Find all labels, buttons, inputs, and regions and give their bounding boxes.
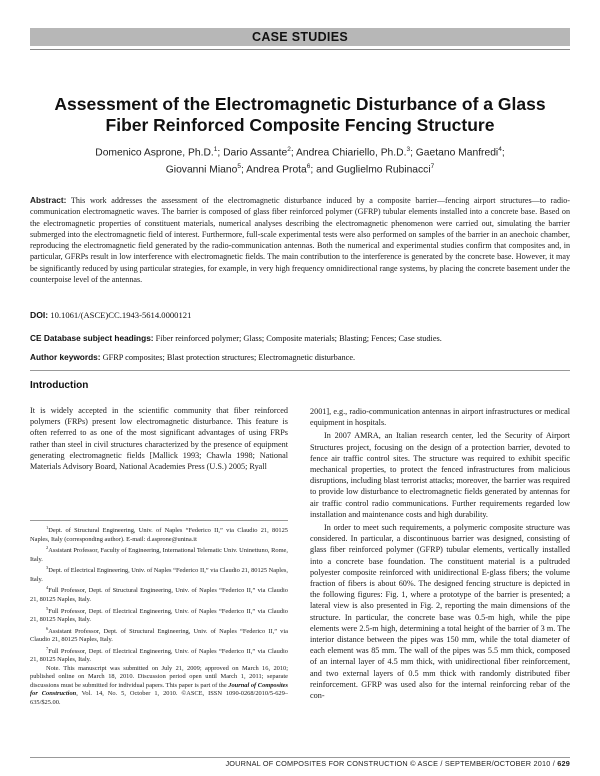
author-list — [30, 143, 570, 178]
footnote-7 — [30, 645, 288, 665]
footer-rule — [30, 757, 570, 758]
abstract-label: Abstract: — [30, 195, 67, 205]
right-paragraph-2: In order to meet such requirements, a polymeric composite structure was considered. In particular, a discontinuous barrier was designed, consisting of glass fiber reinforced polymer (GFRP) tubular elements, vertically installed into a concrete base foundation. The constituent material is a pultruded polyester composite reinforced with unidirectional E-glass fibers; the volume fraction of fibers is about 60%. The designed fencing structure is depicted in the following figures: Fig. 1, where a prototype of the barrier is presented; a lateral view is also presented in Fig. 2, reporting the main dimensions of the structure. In particular, the concrete base was 0.5-m high, while the pipe elements were 2.5-m high, determining a total height of the barrier of 3 m. The interior distance between the pipes was 150 mm, while the total diameter of each element was 85 mm. The wall of the pipes was 5.5 mm thick, composed of an internal layer of 4.5 mm thick, with unidirectional fiber reinforcement, and two external layers of 0.5 mm thick with randomly distributed fiber reinforcement. GFRP was used also for the internal reinforcing rebar of the con- — [310, 523, 570, 701]
right-paragraph-0: 2001], e.g., radio-communication antennas in airport infrastructures or medical equipment in hospitals. — [310, 407, 570, 428]
footnote-1-text: Dept. of Structural Engineering, Univ. of Naples “Federico II,” via Claudio 21, 80125 Naples, Italy (corresponding author). E-mail: d.asprone@unina.it — [30, 527, 288, 543]
keywords-value: GFRP composites; Blast protection structures; Electromagnetic disturbance. — [100, 353, 356, 362]
right-paragraph-1: In 2007 AMRA, an Italian research center, led the Security of Airport Structures project, focusing on the design of a protection barrier, devoted to fence air traffic control sites. The structure was required to exhibit specific mechanical properties, to protect the fenced infrastructures from malicious disruptions, including blast terrorist attacks; moreover, the barrier was required to provide low disturbance to electromagnetic fields generated by antennas for air traffic control radio communications. Further requirements regarded low installation and maintenance costs and high durability. — [310, 431, 570, 519]
footnote-7-sup: 7 — [46, 645, 49, 651]
author-6-sup: 6 — [306, 163, 311, 171]
right-column — [310, 406, 570, 703]
author-1-sup: 1 — [213, 146, 218, 153]
footnote-3-sup: 3 — [46, 565, 49, 571]
author-3-sup: 3 — [406, 146, 411, 153]
note-text-a: Note. This manuscript was submitted on July 21, 2009; approved on March 16, 2010; published online on March 18, 2010. Discussion period open until March 1, 2011; separate discussions must be submitted for individual papers. This paper is part of the — [30, 664, 288, 689]
author-5-sup: 5 — [237, 163, 241, 171]
section-header: CASE STUDIES — [30, 28, 570, 46]
author-4: ; Gaetano Manfredi — [410, 147, 499, 159]
footnote-6-text: Assistant Professor, Dept. of Structural Engineering, Univ. of Naples “Federico II,” via Claudio 21, 80125 Naples, Italy. — [30, 627, 288, 644]
keywords-label: Author keywords: — [30, 352, 101, 362]
note-text-b: , Vol. 14, No. 5, October 1, 2010. ©ASCE, ISSN 1090-0268/2010/5-629–635/$25.00. — [30, 690, 288, 706]
footnote-3 — [30, 564, 288, 584]
author-7: ; and Guglielmo Rubinacci — [310, 164, 431, 176]
left-column — [30, 405, 288, 472]
page-number: 629 — [557, 759, 570, 768]
footnote-7-text: Full Professor, Dept. of Electrical Engineering, Univ. of Naples “Federico II,” via Claudio 21, 80125 Naples, Italy. — [30, 647, 288, 664]
footnote-5 — [30, 605, 288, 625]
footnote-6-sup: 6 — [46, 625, 49, 631]
header-rule — [30, 49, 570, 50]
title-line-1: Assessment of the Electromagnetic Disturbance of a Glass — [54, 94, 546, 114]
author-4-sup: 4 — [498, 146, 502, 153]
footnote-5-text: Full Professor, Dept. of Electrical Engineering, Univ. of Naples “Federico II,” via Claudio 21, 80125 Naples, Italy. — [30, 607, 288, 624]
note-journal: Journal of Composites for Construction — [30, 681, 288, 698]
abstract-text: This work addresses the assessment of the electromagnetic disturbance induced by a composite barrier—fencing airport structures—to radio-communication electromagnetic waves. The barrier is composed of glass fiber reinforced polymer (GFRP) tubular elements installed into a concrete base. Based on the electromagnetic properties of constituent materials, numerical analyses describing the electromagnetic phenomenon were carried out, simulating the barrier submerged into the electromagnetic field of interest. Furthermore, full-scale experimental tests were also performed on samples of the barrier in an anechoic chamber, reproducing the electromagnetic field generated by the radio-communication antennas. Both the numerical and experimental studies confirm that composites and, in particular, GFRPs result in low interference with electromagnetic fields. The main contribution to the interference is generated by the concrete base. However, it may be significantly reduced by using particular strategies, for example, in very high frequency omnidirectional range systems, by placing the concrete basement under the counterpoise level of the antennas. — [30, 196, 570, 284]
footnote-4-sup: 4 — [46, 585, 49, 591]
footnote-5-sup: 5 — [46, 605, 49, 611]
author-sep: ; — [501, 147, 505, 159]
author-7-sup: 7 — [430, 163, 435, 171]
author-1: Domenico Asprone, Ph.D. — [95, 147, 214, 159]
footnote-4-text: Full Professor, Dept. of Structural Engineering, Univ. of Naples “Federico II,” via Claudio 21, 80125 Naples, Italy. — [30, 587, 288, 603]
footnote-4 — [30, 584, 288, 604]
subject-value: Fiber reinforced polymer; Glass; Composite materials; Blasting; Fences; Case studies. — [153, 334, 442, 343]
footnote-6 — [30, 625, 288, 645]
author-2: ; Dario Assante — [217, 147, 288, 159]
subject-headings — [30, 333, 570, 343]
footnote-1-sup: 1 — [46, 525, 49, 530]
submission-note — [30, 665, 288, 708]
footnote-2-sup: 2 — [46, 545, 49, 551]
footnotes — [30, 524, 288, 707]
footnote-rule — [30, 520, 288, 521]
footer-journal: JOURNAL OF COMPOSITES FOR CONSTRUCTION © ASCE / SEPTEMBER/OCTOBER 2010 / — [225, 759, 558, 768]
page-footer — [30, 759, 570, 768]
title-line-2: Fiber Reinforced Composite Fencing Structure — [105, 115, 495, 135]
keywords-rule — [30, 370, 570, 371]
footnote-3-text: Dept. of Electrical Engineering, Univ. of Naples “Federico II,” via Claudio 21, 80125 Naples, Italy. — [30, 567, 288, 583]
author-5: Giovanni Miano — [165, 164, 238, 176]
abstract — [30, 195, 570, 285]
intro-paragraph: It is widely accepted in the scientific community that fiber reinforced polymers (FRPs) present low electromagnetic disturbance. This feature is often referred to as one of the most significant advantages of using FRPs rather than steel in civil structures characterized by the presence of equipment generating electromagnetic fields [Mallick 1993; Chawla 1998; National Materials Advisory Board, National Academies Press (U.S.) 2005; Ryall — [30, 406, 288, 472]
introduction-heading: Introduction — [30, 380, 89, 391]
author-6: ; Andrea Prota — [240, 164, 307, 176]
doi-label: DOI: — [30, 310, 49, 320]
footnote-1 — [30, 524, 288, 544]
doi-value[interactable]: 10.1061/(ASCE)CC.1943-5614.0000121 — [48, 310, 192, 320]
subject-label: CE Database subject headings: — [30, 333, 154, 343]
author-3: ; Andrea Chiariello, Ph.D. — [290, 147, 407, 159]
author-keywords — [30, 352, 570, 362]
paper-title — [30, 94, 570, 136]
author-2-sup: 2 — [287, 146, 291, 153]
footnote-2 — [30, 544, 288, 564]
doi-line — [30, 310, 570, 320]
footnote-2-text: Assistant Professor, Faculty of Engineering, International Telematic Univ. Uninettuno, Rome, Italy. — [30, 547, 288, 563]
